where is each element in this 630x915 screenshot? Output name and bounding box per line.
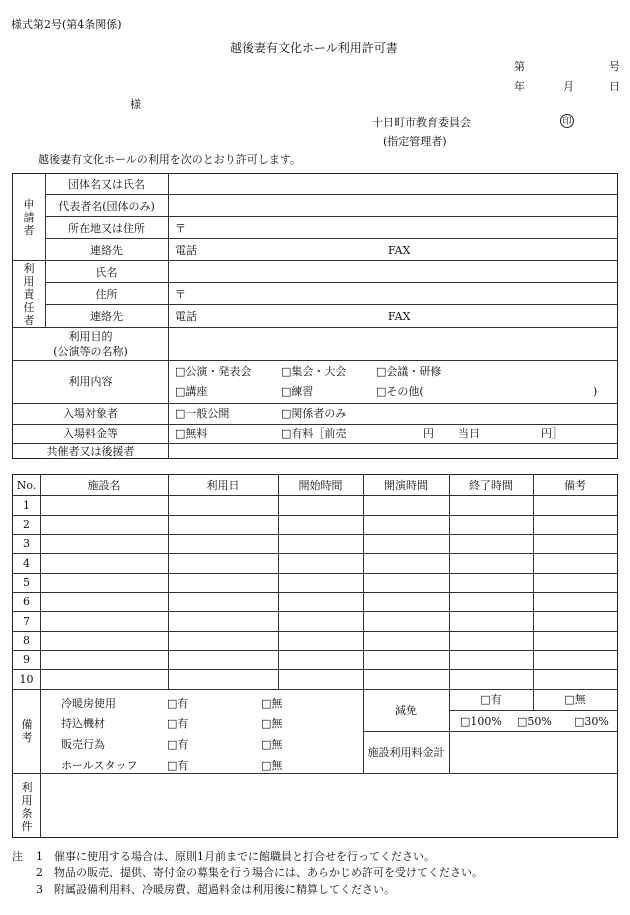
application-section <box>12 173 618 459</box>
target-option-members: □関係者のみ <box>281 407 347 420</box>
table-row-number: 10 <box>19 673 34 686</box>
note-number: 1 <box>36 850 43 863</box>
responsible-contact-label: 連絡先 <box>90 310 123 323</box>
form-number: 様式第2号(第4条関係) <box>11 18 122 31</box>
applicant-fax-label: FAX <box>388 244 411 257</box>
seal-mark: 印 <box>560 114 574 128</box>
applicant-name-label: 団体名又は氏名 <box>68 178 145 191</box>
table-row-number: 9 <box>23 653 30 666</box>
sales-yes: □有 <box>167 738 189 751</box>
content-option-other: □その他( <box>376 385 424 398</box>
responsible-fax-label: FAX <box>388 310 411 323</box>
document-title: 越後妻有文化ホール利用許可書 <box>230 41 398 55</box>
fee-door-yen: 円］ <box>541 427 563 440</box>
exemption-rate-50: □50% <box>517 715 552 728</box>
col-header-facility: 施設名 <box>87 479 121 492</box>
purpose-label: 利用目的 <box>68 330 113 343</box>
note-text: 催事に使用する場合は、原則1月前までに館職員と打合せを行ってください。 <box>54 850 435 863</box>
content-label: 利用内容 <box>68 375 113 388</box>
responsible-name-label: 氏名 <box>95 266 118 279</box>
note-number: 3 <box>36 883 43 896</box>
responsible-tel-label: 電話 <box>175 310 197 323</box>
col-header-remarks: 備考 <box>564 479 586 492</box>
note-text: 附属設備利用料、冷暖房費、超過料金は利用後に精算してください。 <box>54 883 395 896</box>
responsible-group-label: 利用責任者 <box>23 262 35 327</box>
table-row-number: 4 <box>23 557 30 570</box>
content-option-performance: □公演・発表会 <box>175 365 252 378</box>
col-header-date: 利用日 <box>206 479 240 492</box>
table-row-number: 7 <box>23 615 30 628</box>
target-option-public: □一般公開 <box>175 407 230 420</box>
content-option-meeting: □会議・研修 <box>376 365 442 378</box>
table-row-number: 1 <box>23 499 30 512</box>
total-fee-label: 施設利用料金計 <box>367 746 445 759</box>
issuer-subtitle: (指定管理者) <box>383 135 447 148</box>
note-number: 2 <box>36 866 43 879</box>
staff-no: □無 <box>261 759 283 772</box>
remarks-item-staff: ホールスタッフ <box>61 759 138 772</box>
applicant-address-label: 所在地又は住所 <box>68 222 145 235</box>
fee-advance-yen: 円 <box>423 427 434 440</box>
permission-statement: 越後妻有文化ホールの利用を次のとおり許可します。 <box>38 153 301 166</box>
applicant-postal-mark: 〒 <box>175 222 186 235</box>
table-row-number: 6 <box>23 595 30 608</box>
equipment-no: □無 <box>261 717 283 730</box>
remarks-item-equipment: 持込機材 <box>61 717 105 730</box>
content-option-practice: □練習 <box>281 385 314 398</box>
content-other-close: ) <box>593 385 598 398</box>
facility-section <box>12 474 618 838</box>
exemption-label: 減免 <box>395 704 417 717</box>
sponsor-label: 共催者又は後援者 <box>46 445 135 458</box>
remarks-group-label: 備考 <box>21 718 33 744</box>
fee-door-label: 当日 <box>458 427 480 440</box>
addressee-honorific: 様 <box>130 98 141 111</box>
responsible-address-label: 住所 <box>95 288 118 301</box>
fee-option-paid: □有料［前売 <box>281 427 347 440</box>
remarks-item-sales: 販売行為 <box>61 738 105 751</box>
aircon-yes: □有 <box>167 697 189 710</box>
content-option-assembly: □集会・大会 <box>281 365 347 378</box>
col-header-curtain: 開演時間 <box>384 479 428 492</box>
number-suffix: 号 <box>609 60 620 73</box>
number-prefix: 第 <box>514 60 525 73</box>
target-label: 入場対象者 <box>63 407 118 420</box>
applicant-group-label: 申請者 <box>23 198 35 237</box>
notes-prefix: 注 <box>12 850 23 863</box>
conditions-label: 利用条件 <box>21 781 33 833</box>
col-header-start: 開始時間 <box>298 479 343 492</box>
issuer-name: 十日町市教育委員会 <box>372 116 471 129</box>
responsible-postal-mark: 〒 <box>175 288 186 301</box>
col-header-no: No. <box>16 479 37 492</box>
month-label: 月 <box>563 80 574 93</box>
fee-option-free: □無料 <box>175 427 208 440</box>
table-row-number: 2 <box>23 518 30 531</box>
table-row-number: 3 <box>23 537 30 550</box>
exemption-yes: □有 <box>480 693 502 706</box>
col-header-end: 終了時間 <box>469 479 513 492</box>
exemption-rate-30: □30% <box>574 715 609 728</box>
staff-yes: □有 <box>167 759 189 772</box>
exemption-no: □無 <box>564 693 586 706</box>
fee-label: 入場料金等 <box>63 427 118 440</box>
sales-no: □無 <box>261 738 283 751</box>
purpose-sublabel: (公演等の名称) <box>53 345 128 358</box>
representative-label: 代表者名(団体のみ) <box>58 200 155 213</box>
exemption-rate-100: □100% <box>460 715 502 728</box>
year-label: 年 <box>514 80 525 93</box>
note-text: 物品の販売、提供、寄付金の募集を行う場合には、あらかじめ許可を受けてください。 <box>54 866 483 879</box>
day-label: 日 <box>609 80 620 93</box>
equipment-yes: □有 <box>167 717 189 730</box>
table-row-number: 8 <box>23 634 30 647</box>
applicant-contact-label: 連絡先 <box>90 244 123 257</box>
content-option-lecture: □講座 <box>175 385 208 398</box>
remarks-item-aircon: 冷暖房使用 <box>61 697 116 710</box>
aircon-no: □無 <box>261 697 283 710</box>
applicant-tel-label: 電話 <box>175 244 197 257</box>
table-row-number: 5 <box>23 576 30 589</box>
